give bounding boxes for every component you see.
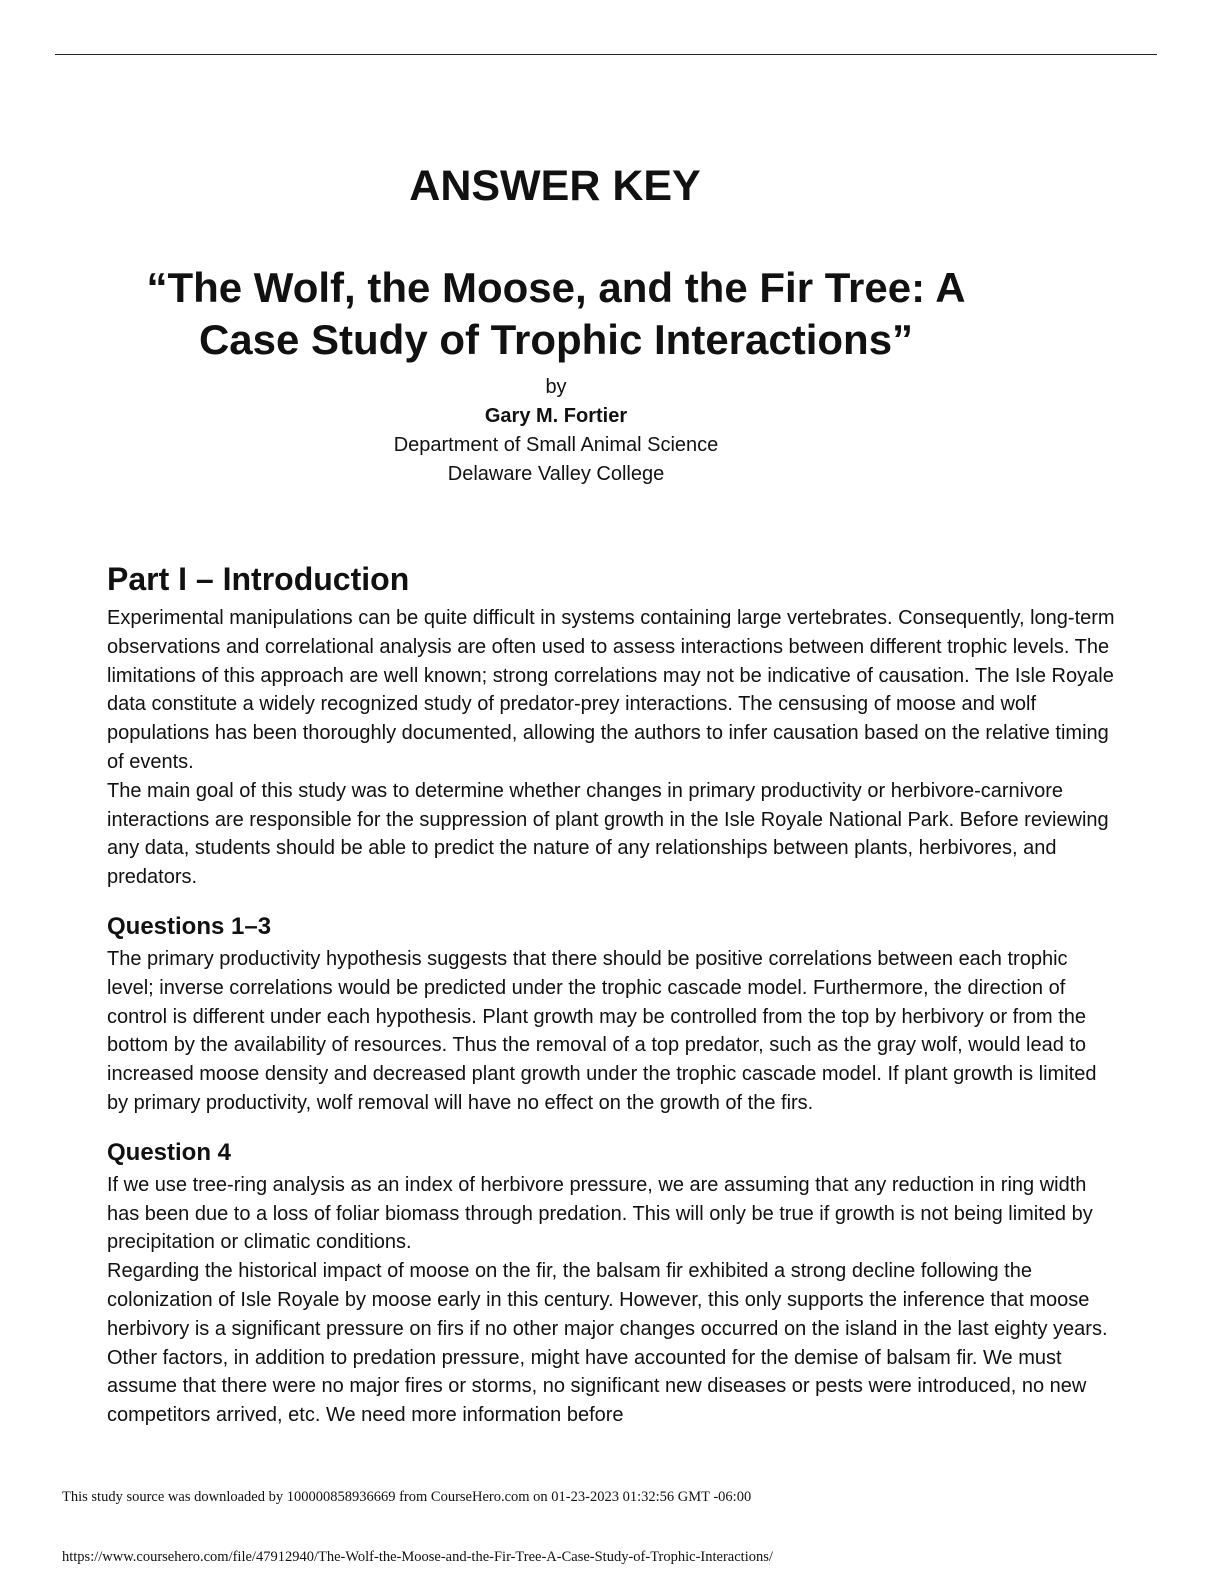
- author-institution: Delaware Valley College: [447, 463, 665, 485]
- answer-key-heading: ANSWER KEY: [409, 162, 701, 210]
- byline: [0, 373, 1112, 489]
- download-source-note: This study source was downloaded by 100000858936669 from CourseHero.com on 01-23-2023 01:32:56 GMT -06:00: [62, 1488, 755, 1506]
- paragraph: If we use tree-ring analysis as an index of herbivore pressure, we are assuming that any reduction in ring width has been due to a loss of foliar biomass through predation. This will only be true if growth is not being limited by precipitation or climatic conditions.: [107, 1173, 1093, 1254]
- source-url[interactable]: https://www.coursehero.com/file/47912940/The-Wolf-the-Moose-and-the-Fir-Tree-A-Case-Study-of-Trophic-Interactions/: [62, 1549, 773, 1565]
- byline-by: by: [545, 376, 567, 398]
- paragraph: Regarding the historical impact of moose on the fir, the balsam fir exhibited a strong decline following the colonization of Isle Royale by moose early in this century. However, this only supports the inference that moose herbivory is a significant pressure on firs if no other major changes occurred on the island in the last eighty years. Other factors, in addition to predation pressure, might have accounted for the demise of balsam fir. We must assume that there were no major fires or storms, no significant new diseases or pests were introduced, no new competitors arrived, etc. We need more information before: [107, 1260, 1108, 1427]
- paragraph: The primary productivity hypothesis suggests that there should be positive correlations between each trophic level; inverse correlations would be predicted under the trophic cascade model. Furthermore, the direction of control is different under each hypothesis. Plant growth may be controlled from the top by herbivory or from the bottom by the availability of resources. Thus the removal of a top predator, such as the gray wolf, would lead to increased moose density and decreased plant growth under the trophic cascade model. If plant growth is limited by primary productivity, wolf removal will have no effect on the growth of the firs.: [107, 947, 1097, 1114]
- case-study-title-line-2: Case Study of Trophic Interactions”: [198, 316, 914, 363]
- author-name: Gary M. Fortier: [484, 405, 628, 427]
- section-heading-part1: Part I – Introduction: [107, 561, 410, 597]
- document-content: [107, 557, 1117, 1430]
- case-study-title-line-1: “The Wolf, the Moose, and the Fir Tree: A: [146, 264, 966, 311]
- author-department: Department of Small Animal Science: [393, 434, 719, 456]
- section-heading-question-4: Question 4: [107, 1138, 232, 1166]
- paragraph: Experimental manipulations can be quite difficult in systems containing large vertebrates. Consequently, long-term observations and correlational analysis are often used to assess interactions between different trophic levels. The limitations of this approach are well known; strong correlations may not be indicative of causation. The Isle Royale data constitute a widely recognized study of predator-prey interactions. The censusing of moose and wolf populations has been thoroughly documented, allowing the authors to infer causation based on the relative timing of events.: [107, 607, 1115, 773]
- paragraph: The main goal of this study was to determine whether changes in primary productivity or herbivore-carnivore interactions are responsible for the suppression of plant growth in the Isle Royale National Park. Before reviewing any data, students should be able to predict the nature of any relationships between plants, herbivores, and predators.: [107, 779, 1109, 889]
- section-heading-questions-1-3: Questions 1–3: [107, 912, 272, 940]
- case-study-title: [0, 262, 1112, 366]
